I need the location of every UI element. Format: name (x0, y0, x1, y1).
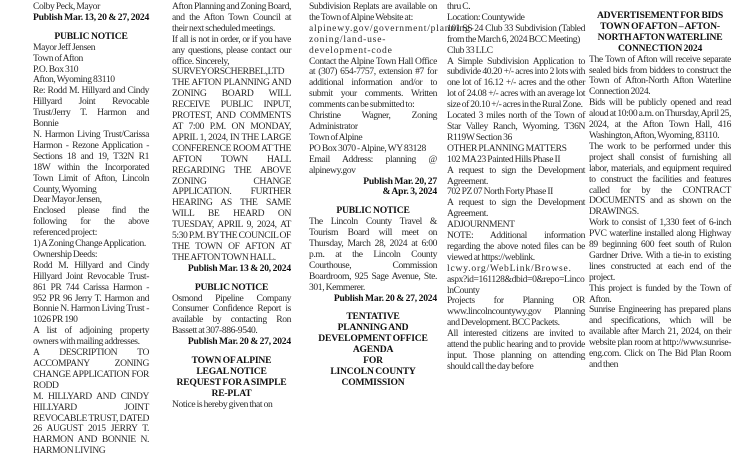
notice-paragraph: Bids will be publicly opened and read aloud at 10:00 a.m. on Thursday, April 25, 2024, at the Afton Town Hall, 416 Washington, Afton, Wyoming, 83110. (589, 97, 731, 141)
publish-dates: Publish Mar. 20 & 27, 2024 (333, 292, 437, 304)
column-5 (589, 0, 731, 370)
notice-heading: DEVELOPMENT OFFICE (318, 333, 428, 345)
address-line: Town of Afton (33, 52, 83, 64)
notice-paragraph: Contact the Alpine Town Hall Office at (307) 654-7757, extension #7 for additional information and/or to submit your comments. Written comments can be submitted to: (309, 55, 437, 111)
notice-paragraph: SURVEYORSCHERBEL,LTD (172, 66, 285, 78)
agenda-line: A Simple Subdivision Application to subdivide 40.20 +/- acres into 2 lots with one lot of 16.12 +/- acres and the other lot of 24.08 +/- acres with an average lot size of 20.10 +/- acres in the Rural Zone. (447, 55, 585, 111)
notice-paragraph: Osmond Pipeline Company Consumer Confidence Report is available by contacting Ron Bassett at 307-886-9540. (172, 292, 291, 337)
publish-dates: Publish Mar. 20, 27 (363, 175, 437, 187)
notice-paragraph: THE AFTON PLANNING AND ZONING BOARD WILL RECEIVE PUBLIC INPUT, PROTEST, AND COMMENTS AT 7:00 P.M. ON MONDAY, APRIL 1, 2024, IN THE LARGE CONFERENCE ROOM AT THE AFTON TOWN HALL REGARDING THE ABOVE ZONING CHANGE APPLICATION. FURTHER HEARING AS THE SAME WILL BE HEARD ON TUESDAY, APRIL 9, 2024, AT 5:30 P.M. BY THE COUNCIL OF THE TOWN OF AFTON AT THE AFTON TOWN HALL. (172, 77, 291, 263)
notice-paragraph: Work to consist of 1,330 feet of 6-inch PVC waterline installed along Highway 89 beginning 600 feet south of Rulon Gardner Drive. With a tie-in to existing lines constructed at each end of the project. (589, 217, 731, 283)
notice-paragraph: Notice is hereby given that on (172, 398, 273, 410)
agenda-line: A request to sign the Development Agreement. (447, 164, 585, 187)
notice-heading: COMMISSION (341, 376, 405, 388)
notice-paragraph: Re: Rodd M. Hillyard and Cindy Hillyard Joint Revocable Trust/Jerry T. Harmon and Bonnie (33, 85, 149, 130)
weblink-url[interactable]: lcwy.org/WebLink/Browse. (447, 262, 572, 274)
agenda-line: All interested citizens are invited to attend the public hearing and to provide input. Those planning on attending should call the day before (447, 328, 585, 372)
agenda-line: 702 PZ 07 North Forty Phase II (447, 186, 553, 198)
agenda-line: 102 MA 23 Painted Hills Phase II (447, 153, 561, 165)
weblink-url[interactable]: aspx?id=161128&dbid=0&repo=LincolnCounty (447, 273, 585, 296)
notice-paragraph: The work to be performed under this project shall consist of furnishing all labor, materials, and equipment required to construct the facilities and features called for by the CONTRACT DOCUMENTS and as shown on the DRAWINGS. (589, 140, 731, 218)
address-line: Afton, Wyoming 83110 (33, 74, 115, 86)
notice-paragraph: Sunrise Engineering has prepared plans and specifications, which will be available after March 21, 2024, on their website plan room at http://www.sunrise-eng.com. Click on The Bid Plan Room and then (589, 304, 731, 370)
agenda-line: OTHER PLANNING MATTERS (447, 142, 567, 154)
notice-paragraph: Enclosed please find the following for the above referenced project: (33, 205, 149, 239)
agenda-line: Located 3 miles north of the Town of Star Valley Ranch, Wyoming. T36N R119W Section 36 (447, 110, 585, 143)
notice-paragraph: PO Box 3070 - Alpine, WY 83128 (309, 142, 426, 154)
publish-dates: Publish Mar. 13 & 20, 2024 (187, 262, 291, 274)
notice-paragraph: N. Harmon Living Trust/Carissa Harmon - Rezone Application - Sections 18 and 19, T32N R1 18W within the Incorporated Town Limit of Afton, Lincoln County, Wyoming (33, 128, 149, 195)
agenda-line: Projects for Planning OR www.lincolncountywy.gov Planning and Development. BCC Packets. (447, 295, 585, 329)
notice-paragraph: Town of Alpine (309, 131, 363, 143)
notice-heading: LINCOLN COUNTY (330, 366, 416, 377)
notice-paragraph: Afton Planning and Zoning Board, and the Afton Town Council at their next scheduled meetings. (172, 1, 291, 34)
notice-paragraph: 1) A Zoning Change Application. (33, 238, 146, 250)
agenda-line: A request to sign the Development Agreement. (447, 197, 585, 220)
notice-paragraph: This project is funded by the Town of Afton. (589, 282, 731, 305)
agenda-line: Location: Countywide (447, 11, 525, 23)
publish-dates: & Apr. 3, 2024 (382, 186, 437, 198)
notice-heading: ADVERTISEMENT FOR BIDS TOWN OF AFTON – AFTON-NORTH AFTON WATERLINE CONNECTION 2024 (596, 10, 724, 54)
publish-dates: Publish Mar. 13, 20 & 27, 2024 (33, 11, 150, 23)
notice-paragraph: A list of adjoining property owners with mailing addresses. (33, 325, 149, 348)
notice-paragraph: Christine Wagner, Zoning Administrator (309, 110, 437, 132)
notice-heading: PUBLIC NOTICE (194, 281, 269, 293)
notice-heading: TOWN OF ALPINE (191, 355, 272, 367)
notice-heading: REQUEST FOR A SIMPLE RE-PLAT (176, 376, 287, 399)
agenda-line: NOTE: Additional information regarding the above noted files can be viewed at https://weblink. (447, 230, 585, 263)
notice-heading: PUBLIC NOTICE (54, 30, 128, 42)
agenda-line: thru C. (447, 1, 471, 12)
notice-paragraph: Email Address: planning @ alpinewy.gov (309, 153, 437, 176)
notice-paragraph: The Town of Afton will receive separate sealed bids from bidders to construct the Town of Afton-North Afton Waterline Connection 2024. (589, 53, 731, 98)
column-2 (172, 0, 291, 409)
notice-paragraph: Rodd M. Hillyard and Cindy Hillyard Joint Revocable Trust- 861 PR 744 Carissa Harmon - 952 PR 96 Jerry T. Harmon and Bonnie N. Harmon Living Trust - 1026 PR 190 (33, 259, 149, 326)
notice-paragraph: If all is not in order, or if you have any questions, please contact our office. Sincerely, (172, 33, 291, 67)
notice-heading: LEGAL NOTICE (196, 366, 267, 377)
publish-dates: Publish Mar. 20 & 27, 2024 (187, 336, 291, 348)
notice-paragraph: A DESCRIPTION TO ACCOMPANY ZONING CHANGE APPLICATION FOR RODD (33, 347, 149, 391)
notice-paragraph: M. HILLYARD AND CINDY HILLYARD JOINT REVOCABLE TRUST, DATED 26 AUGUST 2015 JERRY T. HARMON AND BONNIE N. HARMON LIVING (33, 390, 149, 457)
notice-heading: PLANNING AND (337, 322, 409, 334)
address-line: Mayor Jeff Jensen (33, 41, 96, 53)
notice-paragraph: Subdivision Replats are available on the Town of Alpine Website at: (309, 1, 437, 23)
signature-line: Colby Peck, Mayor (33, 1, 100, 12)
notice-paragraph: The Lincoln County Travel & Tourism Board will meet on Thursday, March 28, 2024 at 6:00 p.m. at the Lincoln County Courthouse, Commission Boardroom, 925 Sage Avenue, Ste. 301, Kemmerer. (309, 216, 437, 293)
address-line: P.O. Box 310 (33, 63, 79, 75)
agenda-line: 101 SS 24 Club 33 Subdivision (Tabled from the March 6, 2024 BCC Meeting) (447, 22, 585, 45)
column-4 (447, 0, 585, 371)
column-1 (33, 0, 149, 455)
website-link[interactable]: alpinewy.gov/government/planning-zoning/land-use-development-code (309, 22, 475, 56)
notice-paragraph: Ownership Deeds: (33, 248, 98, 260)
notice-paragraph: Dear Mayor Jensen, (33, 194, 102, 206)
agenda-line: Club 33 LLC (447, 44, 493, 56)
agenda-line: ADJOURNMENT (447, 219, 515, 231)
notice-heading: TENTATIVE (346, 311, 400, 323)
notice-heading: PUBLIC NOTICE (336, 205, 410, 217)
notice-heading: FOR (363, 355, 383, 367)
notice-heading: AGENDA (352, 344, 394, 356)
